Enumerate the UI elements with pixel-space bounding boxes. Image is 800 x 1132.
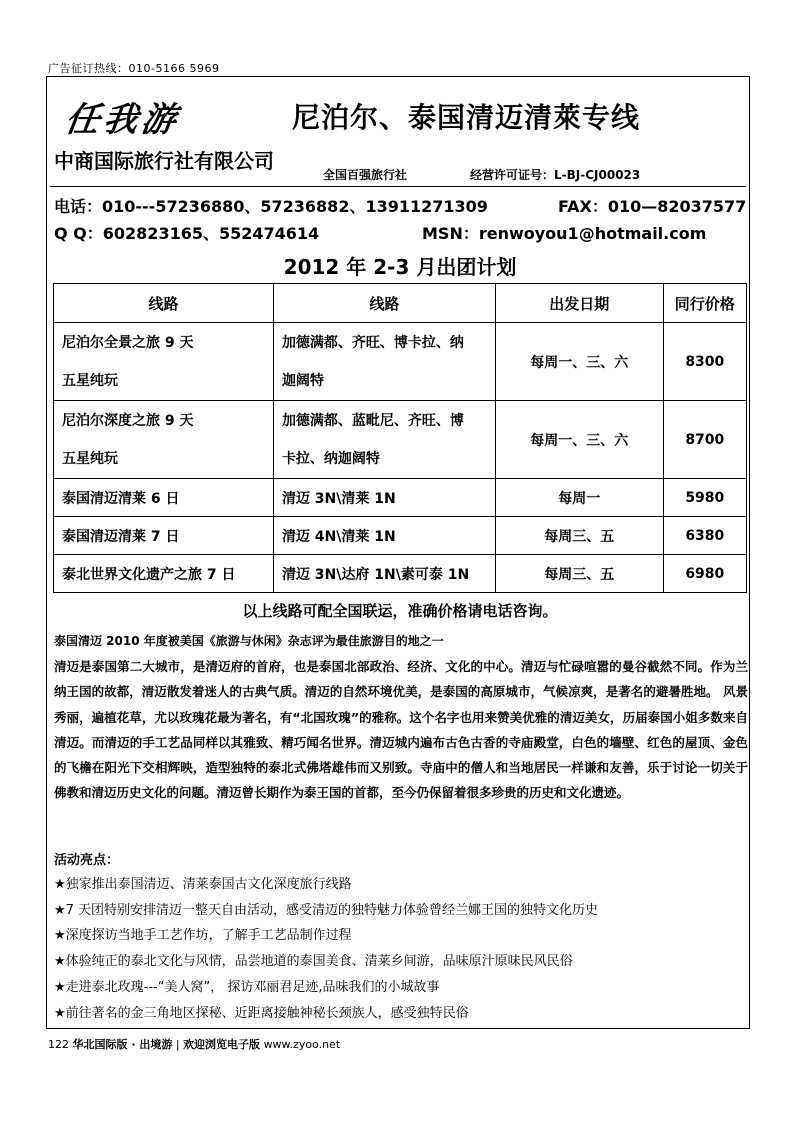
- header-dates: 出发日期: [495, 284, 663, 323]
- route-cell: 泰国清迈清莱 7 日: [54, 517, 274, 555]
- cities-line: 加德满都、齐旺、博卡拉、纳: [281, 334, 464, 351]
- table-row: [54, 323, 747, 401]
- list-item: ★体验纯正的泰北文化与风情，品尝地道的泰国美食、清莱乡间游，品味原汁原味民风民俗: [54, 954, 573, 970]
- route-table: [53, 283, 747, 593]
- header-price: 同行价格: [663, 284, 746, 323]
- dates-cell: 每周三、五: [495, 555, 663, 593]
- cities-line: 卡拉、纳迦阔特: [281, 450, 380, 467]
- page-number: 122: [48, 1038, 69, 1051]
- list-item: ★独家推出泰国清迈、清莱泰国古文化深度旅行线路: [54, 877, 352, 892]
- award-line: 泰国清迈 2010 年度被美国《旅游与休闲》杂志评为最佳旅游目的地之一: [54, 634, 444, 648]
- route-line: 尼泊尔全景之旅 9 天: [62, 334, 194, 351]
- page-headline: 尼泊尔、泰国清迈清萊专线: [292, 101, 641, 134]
- qq-contact: Q Q：602823165、552474614: [54, 224, 320, 243]
- cities-cell: 清迈 4N\清莱 1N: [273, 517, 495, 555]
- list-item: ★前往著名的金三角地区探秘、近距离接触神秘长颈族人，感受独特民俗: [54, 1005, 469, 1021]
- company-name: 中商国际旅行社有限公司: [54, 149, 274, 173]
- price-cell: 8300: [663, 323, 746, 401]
- price-cell: 6980: [663, 555, 746, 593]
- header-cities: 线路: [273, 284, 495, 323]
- top-hundred-label: 全国百强旅行社: [323, 168, 408, 182]
- route-line: 五星纯玩: [62, 450, 118, 467]
- table-row: [54, 479, 747, 517]
- route-line: 尼泊尔深度之旅 9 天: [62, 412, 194, 429]
- table-header-row: [54, 284, 747, 323]
- chiang-mai-intro: 清迈是泰国第二大城市，是清迈府的首府，也是泰国北部政治、经济、文化的中心。清迈与忙碌喧嚣的曼谷截然不同。作为兰纳王国的故都，清迈散发着迷人的古典气质。清迈的自然环境优美，是泰国的高原城市，气候凉爽，是著名的避暑胜地。 风景秀丽，遍植花草，尤以玫瑰花最为著名，有“北国玫瑰”的雅称。这个名字也用来赞美优雅的清迈美女，历届泰国小姐多数来自清迈。而清迈的手工艺品同样以其雅致、精巧闻名世界。清迈城内遍布古色古香的寺庙殿堂，白色的墙壁、红色的屋顶、金色的飞檐在阳光下交相辉映，造型独特的泰北式佛塔雄伟而又别致。寺庙中的僧人和当地居民一样谦和友善，乐于讨论一切关于佛教和清迈历史文化的问题。清迈曾长期作为泰王国的首都，至今仍保留着很多珍贵的历史和文化遗迹。: [54, 659, 748, 801]
- dates-cell: 每周三、五: [495, 517, 663, 555]
- dates-cell: 每周一、三、六: [495, 401, 663, 479]
- dates-cell: 每周一、三、六: [495, 323, 663, 401]
- route-cell: 泰北世界文化遗产之旅 7 日: [54, 555, 274, 593]
- brand-logo: 任我游: [62, 100, 183, 140]
- route-cell: [54, 323, 274, 401]
- footer-slogan: 欢迎浏览电子版: [183, 1038, 261, 1051]
- cities-cell: [273, 401, 495, 479]
- cities-cell: 清迈 3N\达府 1N\素可泰 1N: [273, 555, 495, 593]
- footer-url[interactable]: www.zyoo.net: [263, 1038, 341, 1051]
- list-item: ★7 天团特别安排清迈一整天自由活动，感受清迈的独特魅力体验曾经兰娜王国的独特文化历史: [54, 902, 599, 918]
- table-row: [54, 555, 747, 593]
- cities-cell: [273, 323, 495, 401]
- ad-hotline: 广告征订热线：010-5166 5969: [48, 62, 220, 75]
- msn-contact: MSN：renwoyou1@hotmail.com: [422, 224, 707, 243]
- highlights-list: [54, 872, 744, 1026]
- route-line: 五星纯玩: [62, 372, 118, 389]
- table-row: [54, 401, 747, 479]
- route-cell: 泰国清迈清莱 6 日: [54, 479, 274, 517]
- phone-contact: 电话：010---57236880、57236882、13911271309: [54, 197, 488, 216]
- pricing-note: 以上线路可配全国联运，准确价格请电话咨询。: [242, 602, 558, 620]
- header-route: 线路: [54, 284, 274, 323]
- cities-line: 加德满都、蓝毗尼、齐旺、博: [281, 412, 464, 429]
- route-cell: [54, 401, 274, 479]
- list-item: ★走进泰北玫瑰---“美人窝”， 探访邓丽君足迹,品味我们的小城故事: [54, 979, 440, 995]
- highlights-title: 活动亮点：: [54, 853, 120, 868]
- edition-label: 华北国际版 · 出境游: [72, 1038, 173, 1051]
- dates-cell: 每周一: [495, 479, 663, 517]
- table-row: [54, 517, 747, 555]
- footer-separator: |: [175, 1038, 180, 1051]
- plan-title: 2012 年 2-3 月出团计划: [283, 255, 517, 279]
- price-cell: 6380: [663, 517, 746, 555]
- page-footer: [48, 1036, 340, 1052]
- list-item: ★深度探访当地手工艺作坊，了解手工艺品制作过程: [54, 928, 352, 944]
- cities-cell: 清迈 3N\清莱 1N: [273, 479, 495, 517]
- cities-line: 迦阔特: [281, 372, 324, 389]
- price-cell: 8700: [663, 401, 746, 479]
- fax-contact: FAX：010—82037577: [558, 197, 747, 216]
- license-number: 经营许可证号：L-BJ-CJ00023: [470, 168, 641, 182]
- price-cell: 5980: [663, 479, 746, 517]
- divider: [50, 186, 746, 187]
